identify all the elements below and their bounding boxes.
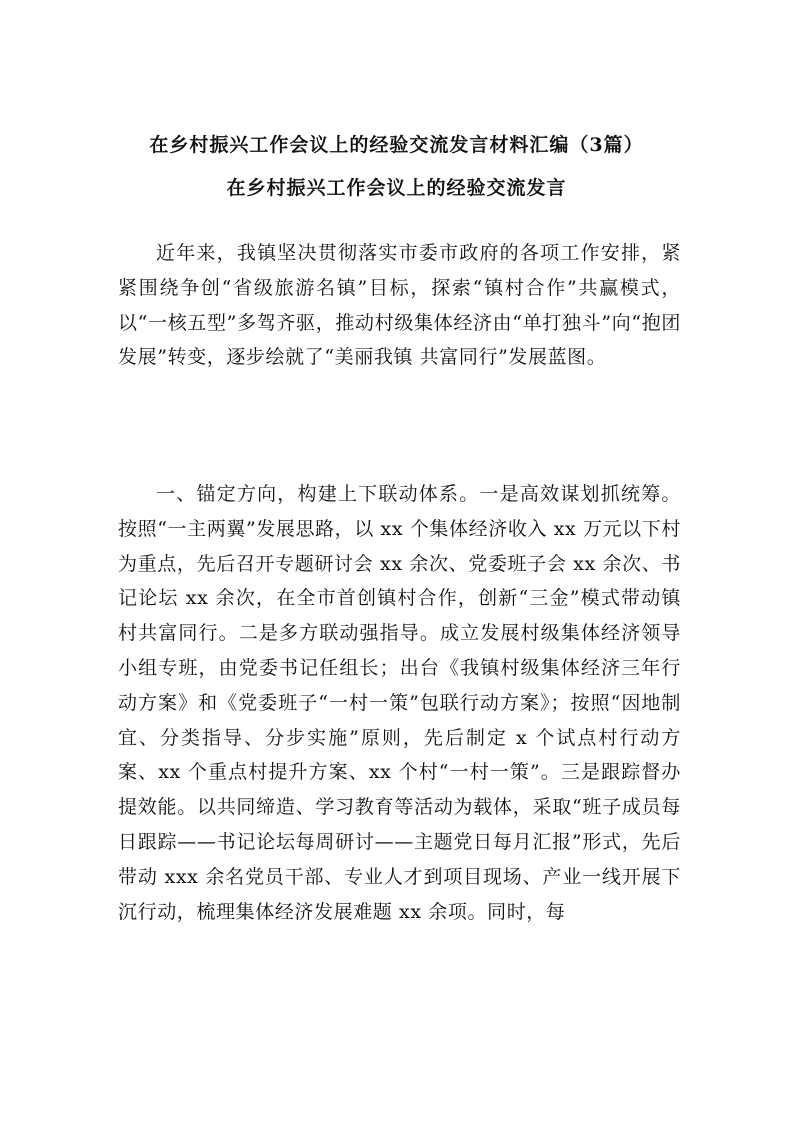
paragraph-text: 近年来，我镇坚决贯彻落实市委市政府的各项工作安排，紧紧围绕争创“省级旅游名镇”目标，探索“镇村合作”共赢模式，以“一核五型”多驾齐驱，推动村级集体经济由“单打独斗”向“抱团发展”转变，逐步绘就了“美丽我镇 共富同行”发展蓝图。 <box>118 242 681 369</box>
body-paragraph-section-one <box>118 477 681 929</box>
section-title: 在乡村振兴工作会议上的经验交流发言 <box>226 177 567 199</box>
document-title: 在乡村振兴工作会议上的经验交流发言材料汇编（3篇） <box>149 134 644 156</box>
paragraph-text: 一、锚定方向，构建上下联动体系。一是高效谋划抓统筹。按照“一主两翼”发展思路，以 xx 个集体经济收入 xx 万元以下村为重点，先后召开专题研讨会 xx 余次、党委班子会 xx 余次、书记论坛 xx 余次，在全市首创镇村合作，创新“三金”模式带动镇村共富同行。二是多方联动强指导。成立发展村级集体经济领导小组专班，由党委书记任组长；出台《我镇村级集体经济三年行动方案》和《党委班子“一村一策”包联行动方案》；按照“因地制宜、分类指导、分步实施”原则，先后制定 x 个试点村行动方案、xx 个重点村提升方案、xx 个村“一村一策”。三是跟踪督办提效能。以共同缔造、学习教育等活动为载体，采取“班子成员每日跟踪——书记论坛每周研讨——主题党日每月汇报”形式，先后带动 xxx 余名党员干部、专业人才到项目现场、产业一线开展下沉行动，梳理集体经济发展难题 xx 余项。同时，每 <box>118 483 681 923</box>
body-paragraph-intro <box>118 236 681 375</box>
